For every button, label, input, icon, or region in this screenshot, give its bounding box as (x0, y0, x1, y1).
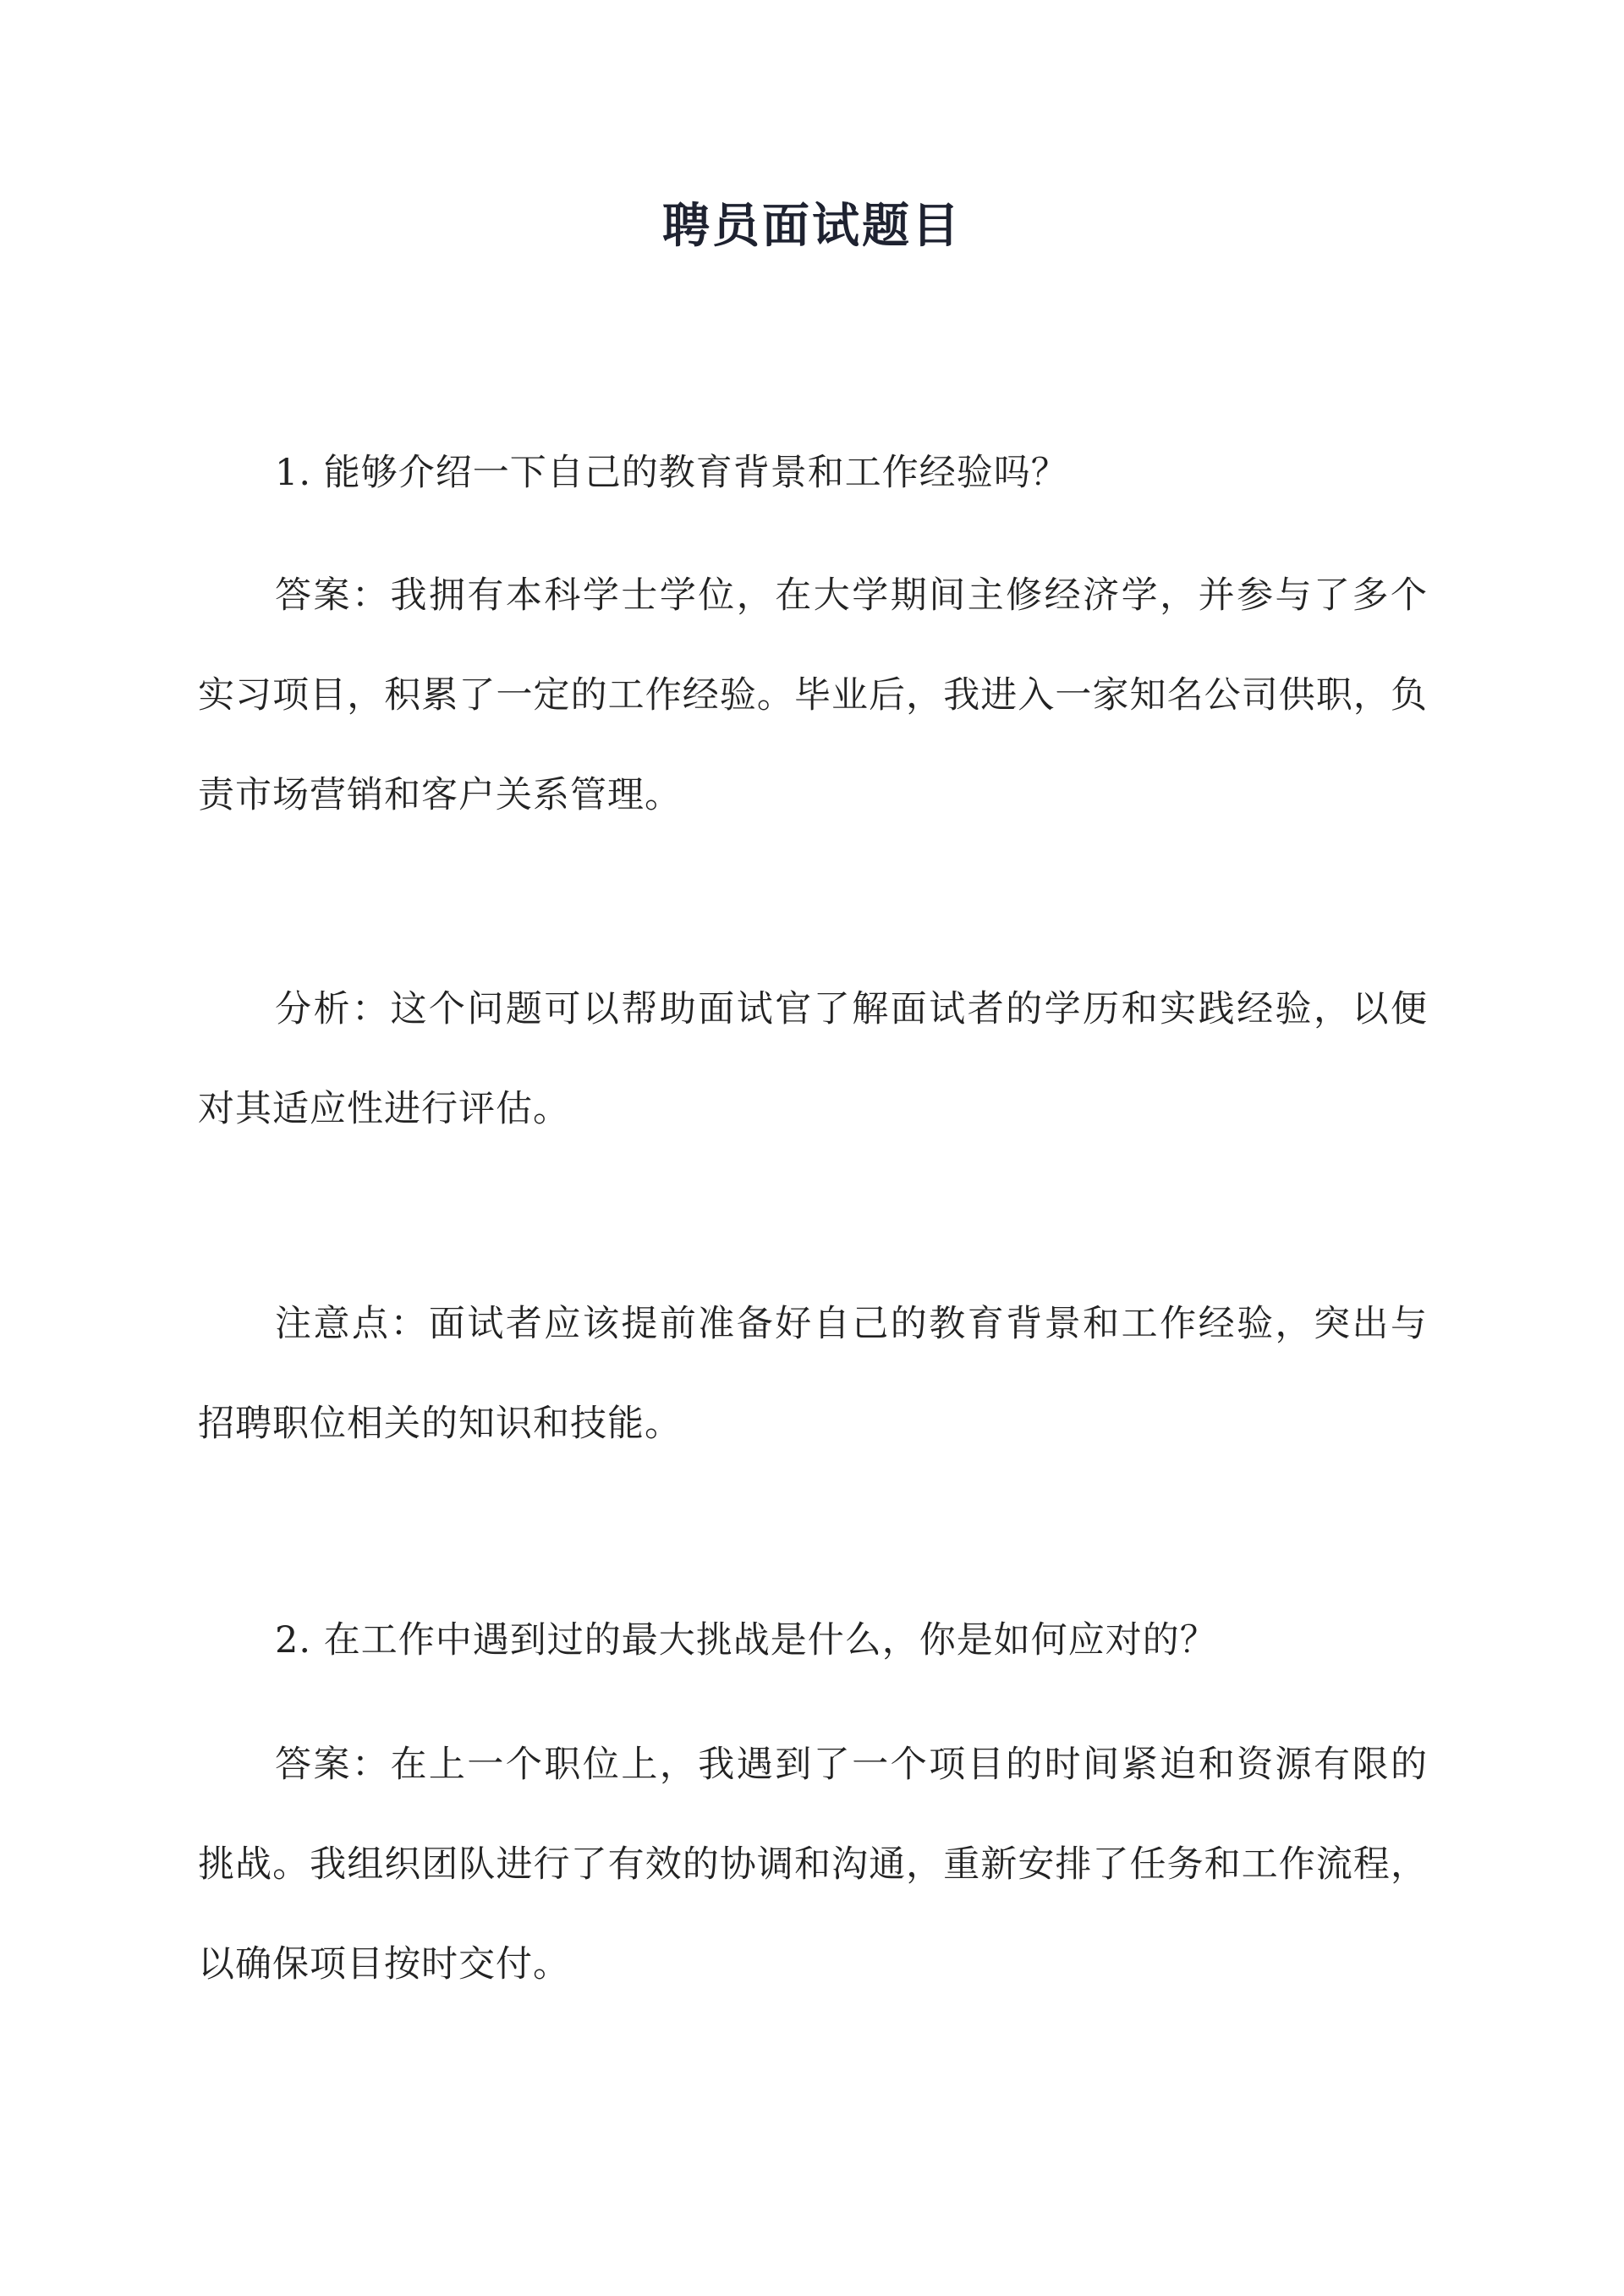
document-title: 聘员面试题目 (662, 198, 962, 254)
question-2: 2. 在工作中遇到过的最大挑战是什么，你是如何应对的？ (275, 1619, 1217, 1662)
note-1: 注意点：面试者应该提前准备好自己的教育背景和工作经验，突出与招聘职位相关的知识和技能。 (198, 1303, 1428, 1445)
question-1: 1. 能够介绍一下自己的教育背景和工作经验吗？ (275, 452, 1068, 494)
answer-1: 答案：我拥有本科学士学位，在大学期间主修经济学，并参与了多个实习项目，积累了一定的工作经验。毕业后，我进入一家知名公司供职，负责市场营销和客户关系管理。 (198, 574, 1428, 816)
analysis-1: 分析：这个问题可以帮助面试官了解面试者的学历和实践经验，以便对其适应性进行评估。 (198, 988, 1428, 1130)
answer-2: 答案：在上一个职位上，我遇到了一个项目的时间紧迫和资源有限的挑战。我组织团队进行了有效的协调和沟通，重新安排了任务和工作流程，以确保项目按时交付。 (198, 1744, 1428, 1986)
